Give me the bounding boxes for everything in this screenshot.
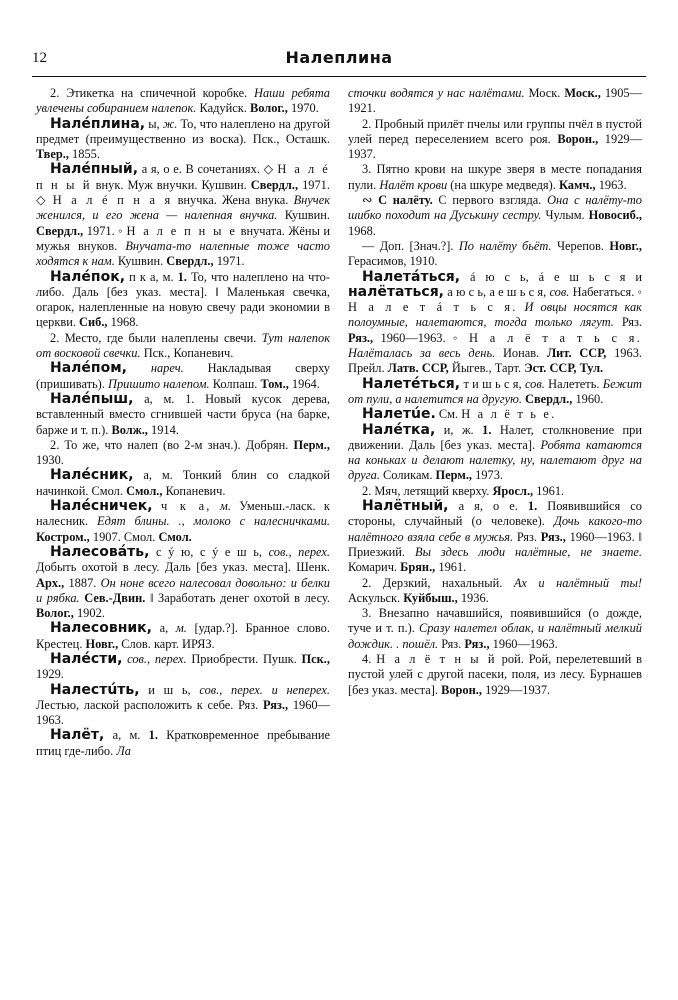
headword: Налестúть, (50, 681, 140, 698)
entry-naletka: Налéтка, и, ж. 1. Налет, столкновение при движении. Даль [без указ. места]. Робята катаются на коньках и делают налетку, ну, налетают друг на друга. Соликам. Перм., 1973. (348, 421, 642, 483)
sense-2-nalepok: 2. Место, где были налеплены свечи. Тут налепок от восковой свечки. Пск., Копаневич. (36, 330, 330, 361)
headword: Налéпом, (50, 360, 127, 377)
sense-3-nalyotny: 3. Внезапно начавшийся, появившийся (о дожде, туче и т. п.). Сразу налетел облак, и налётный мелкий дождик. . пошёл. Ряз. Ряз., 1960—1963. (348, 606, 642, 651)
entry-nalestit: Налестúть, и ш ь, сов., перех. и неперех. Лестью, лаской расположить к себе. Ряз. Ряз., 1960—1963. (36, 681, 330, 728)
sense-2-etiketka: 2. Этикетка на спичечной коробке. Наши ребята увлечены собиранием налепок. Кадуйск. Волог., 1970. (36, 86, 330, 116)
headword: Налетúе. (362, 406, 436, 423)
headword: Налéпыш, (50, 390, 134, 407)
page-header (32, 50, 646, 76)
entry-nalesovnik: Налесовник, а, м. [удар.?]. Бранное слово. Крестец. Новг., Слов. карт. ИРЯЗ. (36, 620, 330, 651)
headword: Налётный, (362, 498, 449, 515)
entry-naletetsya: Налетéться, т и ш ь с я, сов. Налететь. Бежит от пули, а налетится на другую. Свердл., 1960. (348, 375, 642, 406)
sense-2-nalyot: 2. Пробный прилёт пчелы или группы пчёл в пустой улей перед переселением всего роя. Ворон., 1929—1937. (348, 116, 642, 162)
entry-nalesovat: Налесовáть, с ý ю, с ý е ш ь, сов., перех. Добыть охотой в лесу. Даль [без указ. места]. Шенк. Арх., 1887. Он ноне всего налесовал довольно: и белки и рябка. Сев.-Двин. ‖ Заработать денег охотой в лесу. Волог., 1902. (36, 543, 330, 621)
right-column (348, 86, 642, 698)
entry-nalepny: Налéпный, а я, о е. В сочетаниях. ◇ Н а л é п н ы й внук. Муж внучки. Кушвин. Свердл., 1971. ◇ Н а л é п н а я внучка. Жена внука. Внучек женился, и его жена — налепная внучка. Кушвин. Свердл., 1971. ◦ Н а л е п н ы е внучата. Жёны и мужья внуков. Внучата-то налепные тоже часто ходятся к нам. Кушвин. Свердл., 1971. (36, 161, 331, 269)
entry-nalepysh: Налéпыш, а, м. 1. Новый кусок дерева, вставленный вместо сгнившей части бруса (на барке, барже и т. п.). Волж., 1914. (36, 390, 330, 437)
sense-2-nalyotny: 2. Дерзкий, нахальный. Ах и налётный ты! Аскульск. Куйбыш., 1936. (348, 575, 642, 605)
sense-2-nalepysh: 2. То же, что налеп (во 2-м знач.). Добрян. Перм., 1930. (36, 437, 330, 468)
continuation-nalyot: сточки водятся у нас налётами. Моск. Моск., 1905—1921. (348, 86, 642, 116)
header-rule (32, 76, 646, 77)
page-number: 12 (32, 50, 47, 66)
headword: Налéсти, (50, 650, 123, 667)
entry-nalesnichek: Налéсничек, ч к а, м. Уменьш.-ласк. к налесник. Едят блины. ., молоко с налесничками. Костром., 1907. Смол. Смол. (36, 498, 330, 544)
headword: Налéпный, (50, 161, 139, 178)
headword: Налёт, (50, 727, 105, 744)
entry-nalyot: Налёт, а, м. 1. Кратковременное пребывание птиц где-либо. Ла (36, 727, 330, 758)
sense-2-naletka: 2. Мяч, летящий кверху. Яросл., 1961. (362, 483, 565, 498)
entry-nalepok: Налéпок, п к а, м. 1. То, что налеплено на что-либо. Даль [без указ. места]. ‖ Маленькая свечка, огарок, налепленные на новую свечу ради экономии в церкви. Сиб., 1968. (36, 268, 330, 330)
entry-nalepom: Налéпом, нареч. Накладывая сверху (пришивать). Пришито налепом. Колпаш. Том., 1964. (36, 360, 330, 391)
headword: Налéплина, (50, 115, 146, 132)
entry-nalepplina: Налéплина, ы, ж. То, что налеплено на другой предмет (преимущественно из воска). Пск., Осташк. Твер., 1855. (36, 115, 330, 162)
entry-nalyotny: Налётный, а я, о е. 1. Появившийся со стороны, случайный (о человеке). Дочь какого-то налётного взяла себе в мужья. Ряз. Ряз., 1960—1963. ‖ Приезжий. Вы здесь люди налётные, не знаете. Комарич. Брян., 1961. (348, 498, 643, 575)
addition-nalyot: — Доп. [Знач.?]. По налёту бьёт. Черепов. Новг., Герасимов, 1910. (348, 238, 642, 269)
headword: Налéпок, (50, 268, 126, 285)
headword: Налéтка, (362, 421, 436, 438)
headword: Налетáться, (362, 268, 461, 285)
left-column (36, 86, 330, 759)
headword: Налéсничек, (50, 498, 153, 515)
sense-3-nalyot: 3. Пятно крови на шкуре зверя в месте попадания пули. Налёт крови (на шкуре медведя). Камч., 1963. (348, 162, 642, 192)
entry-nalesnik: Налéсник, а, м. Тонкий блин со сладкой начинкой. Смол. Смол., Копаневич. (36, 467, 330, 498)
entry-naletatsya: Налетáться, á ю с ь, á е ш ь с я и налётаться, а ю с ь, а е ш ь с я, сов. Набегаться. ◦ Н а л е т á т ь с я. И овцы носятся как полоумные, налетаются, тогда только лягут. Ряз. Ряз., 1960—1963. ◦ Н а л ё т а т ь с я. Налёталась за весь день. Ионав. Лит. ССР, 1963. Прейл. Латв. ССР, Йыгев., Тарт. Эст. ССР, Тул. (348, 268, 643, 376)
headword: Налесовник, (50, 620, 152, 637)
sense-4-nalyotny: 4. Н а л ё т н ы й рой. Рой, перелетевший в пустой улей с другой пасеки, поля, из лесу. Бурнашев [без указ. места]. Ворон., 1929—1937. (348, 651, 642, 697)
running-head: Налеплина (285, 48, 393, 67)
tilde-icon: ∾ (362, 193, 373, 208)
headword: Налéсник, (50, 467, 134, 484)
headword: Налетéться, (362, 375, 461, 392)
entry-nalesti: Налéсти, сов., перех. Приобрести. Пушк. Пск., 1929. (36, 650, 330, 682)
headword: Налесовáть, (50, 543, 150, 560)
phrase-s-nalyotu: ∾ С налёту. С первого взгляда. Она с налёту-то шибко походит на Дуськину сестру. Чулым. Новосиб., 1968. (348, 193, 643, 238)
entry-naletie: Налетúе. См. Н а л ё т ь е. (362, 406, 557, 423)
